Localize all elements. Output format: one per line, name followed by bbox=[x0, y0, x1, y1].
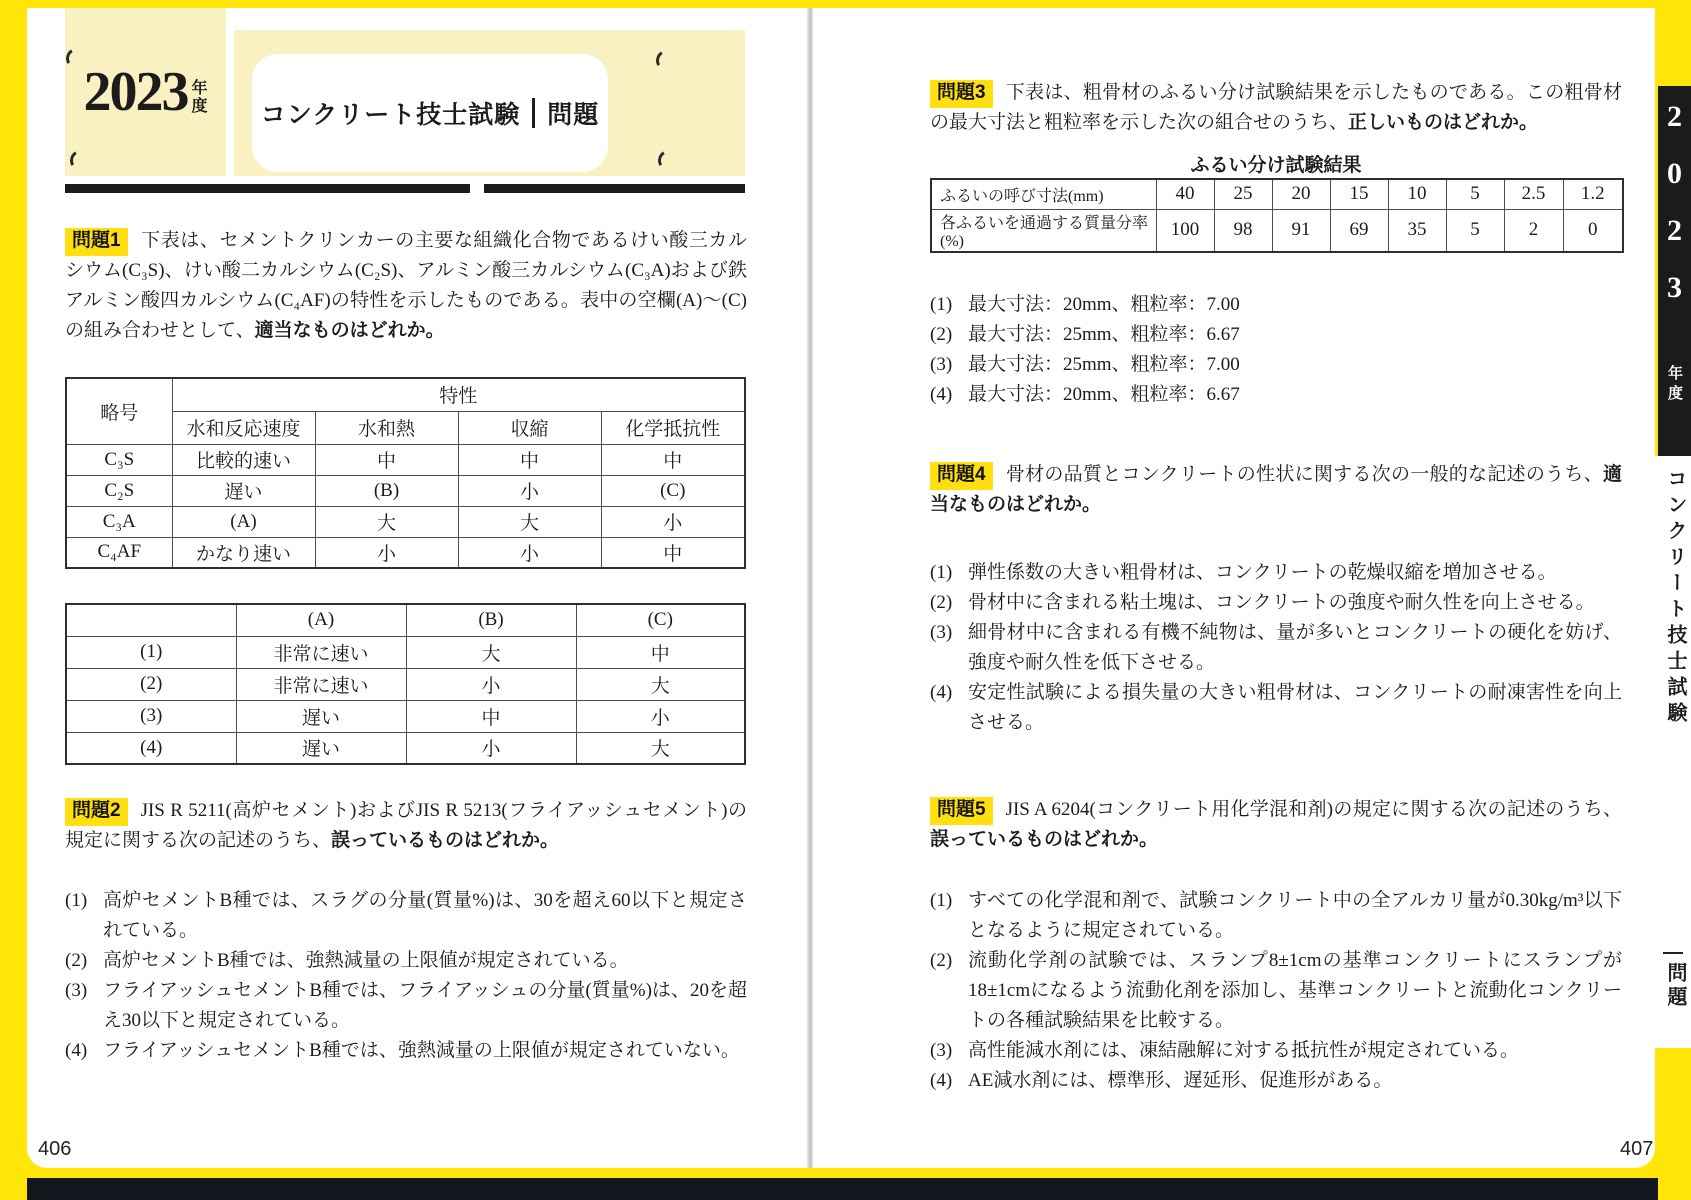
table-cell: 小 bbox=[458, 475, 601, 506]
option-item: (3) 細骨材中に含まれる有機不純物は、量が多いとコンクリートの硬化を妨げ、強度や耐久性を低下させる。 bbox=[930, 622, 1622, 673]
sidebar-section-label: 問題 bbox=[1664, 962, 1686, 1010]
table-cell: 大 bbox=[406, 636, 576, 668]
table-row bbox=[66, 506, 745, 537]
table-cell: 大 bbox=[458, 506, 601, 537]
question-1-statement: 問題1 下表は、セメントクリンカーの主要な組織化合物であるけい酸三カルシウム(C₃S)、けい酸二カルシウム(C₂S)、アルミン酸三カルシウム(C₃A)および鉄アルミン酸四カルシウム(C₄AF)の特性を示したものである。表中の空欄(A)〜(C)の組み合わせとして、適当なものはどれか。 bbox=[65, 230, 747, 341]
table-header: 化学抵抗性 bbox=[601, 411, 745, 444]
table-row bbox=[66, 537, 745, 568]
table-cell: 35 bbox=[1388, 209, 1446, 252]
table-cell: 非常に速い bbox=[236, 668, 406, 700]
option-item: (3) 高性能減水剤には、凍結融解に対する抵抗性が規定されている。 bbox=[930, 1040, 1520, 1061]
table-row bbox=[66, 668, 745, 700]
question-2-badge: 問題2 bbox=[65, 798, 128, 826]
table-cell: 25 bbox=[1214, 179, 1272, 209]
table-cell: C₃A bbox=[66, 506, 172, 537]
question-4-badge: 問題4 bbox=[930, 462, 993, 490]
year-text: 2023 bbox=[83, 61, 188, 123]
option-item: (4) 安定性試験による損失量の大きい粗骨材は、コンクリートの耐凍害性を向上させる。 bbox=[930, 682, 1622, 733]
table-cell: 10 bbox=[1388, 179, 1446, 209]
table-cell: かなり速い bbox=[172, 537, 315, 568]
table-cell: (3) bbox=[66, 700, 236, 732]
table-cell: 0 bbox=[1563, 209, 1623, 252]
option-item: (2) 骨材中に含まれる粘土塊は、コンクリートの強度や耐久性を向上させる。 bbox=[930, 592, 1595, 613]
option-item: (3) フライアッシュセメントB種では、フライアッシュの分量(質量%)は、20を超え30以下と規定されている。 bbox=[65, 980, 747, 1031]
table-cell: (1) bbox=[66, 636, 236, 668]
sidebar-year-unit: 年度 bbox=[1666, 365, 1683, 405]
table-cell: (2) bbox=[66, 668, 236, 700]
table-cell: (4) bbox=[66, 732, 236, 764]
table-cell: 非常に速い bbox=[236, 636, 406, 668]
table-cell: 中 bbox=[601, 537, 745, 568]
table-cell: 2 bbox=[1504, 209, 1563, 252]
table-cell: 20 bbox=[1272, 179, 1330, 209]
table-cell: C₂S bbox=[66, 475, 172, 506]
clinker-properties-table bbox=[65, 377, 746, 569]
table-cell: 中 bbox=[315, 444, 458, 475]
option-item: (1) 最大寸法：20mm、粗粒率：7.00 bbox=[930, 294, 1240, 315]
table-row-label: 各ふるいを通過する質量分率(%) bbox=[931, 209, 1156, 252]
table-cell: 遅い bbox=[236, 700, 406, 732]
table-cell: 遅い bbox=[172, 475, 315, 506]
option-item: (4) AE減水剤には、標準形、遅延形、促進形がある。 bbox=[930, 1070, 1393, 1091]
option-item: (1) 高炉セメントB種では、スラグの分量(質量%)は、30を超え60以下と規定されている。 bbox=[65, 890, 747, 941]
option-item: (3) 最大寸法：25mm、粗粒率：7.00 bbox=[930, 354, 1240, 375]
table-row bbox=[66, 475, 745, 506]
table-cell: 中 bbox=[458, 444, 601, 475]
table-cell: 小 bbox=[406, 732, 576, 764]
table-cell: 5 bbox=[1446, 209, 1504, 252]
page-title: コンクリート技士試験 bbox=[260, 101, 521, 129]
table-cell: 2.5 bbox=[1504, 179, 1563, 209]
question-2-options bbox=[65, 886, 747, 1066]
page-number-right: 407 bbox=[1620, 1138, 1654, 1160]
question-3-badge: 問題3 bbox=[930, 80, 993, 108]
table-cell: 40 bbox=[1156, 179, 1214, 209]
table-header bbox=[66, 604, 236, 636]
question-4-statement: 問題4 骨材の品質とコンクリートの性状に関する次の一般的な記述のうち、適当なものはどれか。 bbox=[930, 464, 1622, 515]
question-1-badge: 問題1 bbox=[65, 228, 128, 256]
page-title-sub: 問題 bbox=[547, 101, 600, 129]
title-divider-bar bbox=[532, 98, 535, 128]
table-cell: 小 bbox=[406, 668, 576, 700]
table-header: (B) bbox=[406, 604, 576, 636]
table-header: 収縮 bbox=[458, 411, 601, 444]
table-cell: 小 bbox=[601, 506, 745, 537]
question-5-badge: 問題5 bbox=[930, 797, 993, 825]
table-row-label: ふるいの呼び寸法(mm) bbox=[931, 179, 1156, 209]
header-rule-right bbox=[484, 184, 745, 193]
table-cell: C₄AF bbox=[66, 537, 172, 568]
table-cell: (A) bbox=[172, 506, 315, 537]
option-item: (2) 高炉セメントB種では、強熱減量の上限値が規定されている。 bbox=[65, 950, 629, 971]
sidebar-divider bbox=[1663, 952, 1683, 954]
option-item: (4) 最大寸法：20mm、粗粒率：6.67 bbox=[930, 384, 1240, 405]
table-cell: C₃S bbox=[66, 444, 172, 475]
table-cell: 中 bbox=[406, 700, 576, 732]
table-row bbox=[66, 444, 745, 475]
table-cell: 69 bbox=[1330, 209, 1388, 252]
table-cell: 5 bbox=[1446, 179, 1504, 209]
table-cell: 中 bbox=[601, 444, 745, 475]
table-cell: 大 bbox=[576, 668, 745, 700]
table-cell: 遅い bbox=[236, 732, 406, 764]
table-cell: 大 bbox=[315, 506, 458, 537]
question-4-options bbox=[930, 558, 1622, 738]
table-cell: 大 bbox=[576, 732, 745, 764]
table-header: (C) bbox=[576, 604, 745, 636]
table-corner-header: 略号 bbox=[66, 378, 172, 444]
year-tab bbox=[65, 8, 226, 176]
table-cell: (C) bbox=[601, 475, 745, 506]
table-cell: 100 bbox=[1156, 209, 1214, 252]
table-cell: 1.2 bbox=[1563, 179, 1623, 209]
table-header: (A) bbox=[236, 604, 406, 636]
book-bottom-edge bbox=[27, 1178, 1658, 1200]
table-cell: 小 bbox=[315, 537, 458, 568]
table-row bbox=[931, 209, 1623, 252]
table-row bbox=[931, 179, 1623, 209]
question-5-statement: 問題5 JIS A 6204(コンクリート用化学混和剤)の規定に関する次の記述のうち、誤っているものはどれか。 bbox=[930, 799, 1622, 850]
table-cell: 中 bbox=[576, 636, 745, 668]
answer-choices-table bbox=[65, 603, 746, 765]
question-3-statement: 問題3 下表は、粗骨材のふるい分け試験結果を示したものである。この粗骨材の最大寸法と粗粒率を示した次の組合せのうち、正しいものはどれか。 bbox=[930, 82, 1622, 133]
header-rule-left bbox=[65, 184, 470, 193]
option-item: (2) 流動化学剤の試験では、スランプ8±1cmの基準コンクリートにスランプが18±1cmになるよう流動化剤を添加し、基準コンクリートと流動化コンクリートの各種試験結果を比較する。 bbox=[930, 950, 1622, 1031]
table-row bbox=[66, 636, 745, 668]
page-gutter bbox=[806, 8, 814, 1168]
sidebar-exam-label: コンクリート技士試験 bbox=[1664, 468, 1686, 728]
table-row bbox=[66, 700, 745, 732]
table-group-header: 特性 bbox=[172, 378, 745, 411]
table-header: 水和反応速度 bbox=[172, 411, 315, 444]
question-5-options bbox=[930, 886, 1622, 1096]
table-row bbox=[66, 604, 745, 636]
table-header: 水和熱 bbox=[315, 411, 458, 444]
year-unit: 年 度 bbox=[191, 80, 208, 115]
table-cell: 比較的速い bbox=[172, 444, 315, 475]
page-number-left: 406 bbox=[38, 1138, 72, 1160]
table-cell: 15 bbox=[1330, 179, 1388, 209]
title-box bbox=[252, 54, 608, 172]
sieve-test-table bbox=[930, 178, 1624, 253]
sidebar-year-text: 2023 bbox=[1658, 100, 1691, 328]
table-cell: 98 bbox=[1214, 209, 1272, 252]
table-cell: 小 bbox=[458, 537, 601, 568]
table-row bbox=[66, 732, 745, 764]
option-item: (1) すべての化学混和剤で、試験コンクリート中の全アルカリ量が0.30kg/m³以下となるように規定されている。 bbox=[930, 890, 1622, 941]
sieve-table-caption: ふるい分け試験結果 bbox=[1190, 155, 1362, 176]
sidebar-year-tab bbox=[1658, 86, 1691, 456]
question-3-options bbox=[930, 290, 1622, 410]
table-cell: 91 bbox=[1272, 209, 1330, 252]
option-item: (2) 最大寸法：25mm、粗粒率：6.67 bbox=[930, 324, 1240, 345]
option-item: (1) 弾性係数の大きい粗骨材は、コンクリートの乾燥収縮を増加させる。 bbox=[930, 562, 1557, 583]
question-2-statement: 問題2 JIS R 5211(高炉セメント)およびJIS R 5213(フライアッシュセメント)の規定に関する次の記述のうち、誤っているものはどれか。 bbox=[65, 800, 747, 851]
table-row bbox=[66, 378, 745, 411]
option-item: (4) フライアッシュセメントB種では、強熱減量の上限値が規定されていない。 bbox=[65, 1040, 740, 1061]
table-cell: (B) bbox=[315, 475, 458, 506]
table-cell: 小 bbox=[576, 700, 745, 732]
